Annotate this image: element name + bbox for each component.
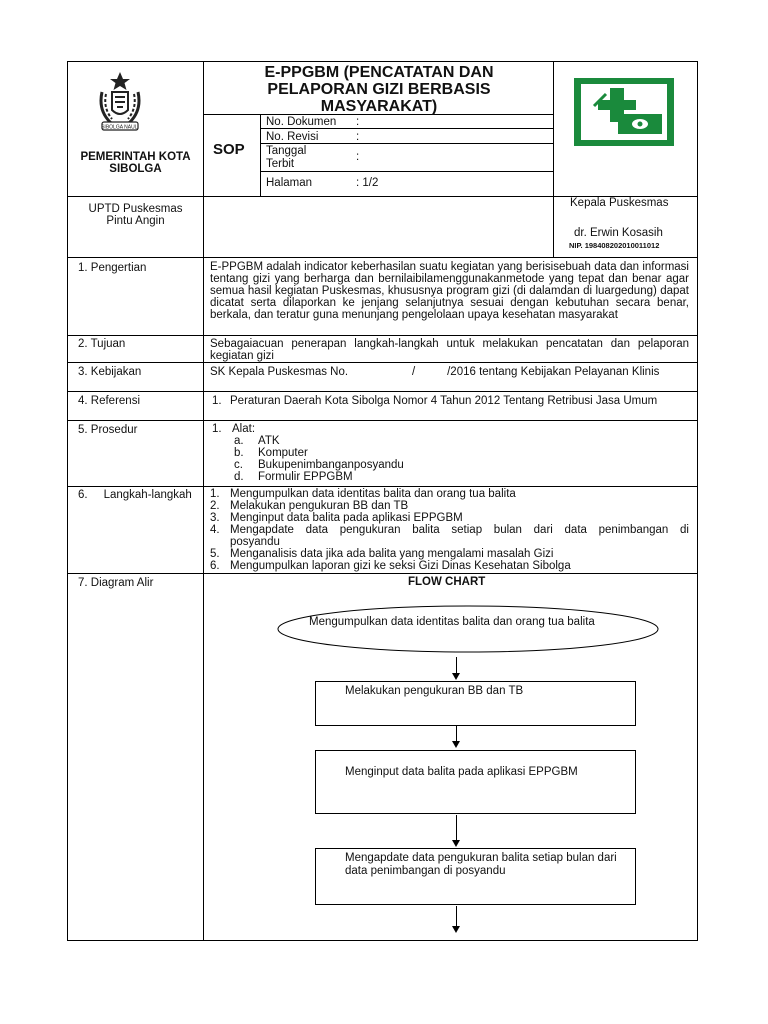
list-item bbox=[210, 524, 689, 536]
item-text: Komputer bbox=[258, 447, 308, 459]
item-num: d. bbox=[234, 471, 244, 483]
text-kebijakan: SK Kepala Puskesmas No. / /2016 tentang Kebijakan Pelayanan Klinis bbox=[210, 366, 660, 378]
list-item bbox=[212, 459, 682, 471]
item-text: Menginput data balita pada aplikasi EPPGBM bbox=[230, 512, 463, 524]
title-line-1: E-PPGBM (PENCATATAN DAN bbox=[264, 64, 494, 81]
org-name-line-2: SIBOLGA bbox=[109, 163, 162, 175]
referensi-num: 1. bbox=[212, 395, 222, 407]
flow-box-3 bbox=[315, 750, 636, 814]
label-kebijakan: 3. Kebijakan bbox=[78, 366, 142, 378]
flow-arrow-head bbox=[452, 673, 460, 680]
item-num: b. bbox=[234, 447, 244, 459]
text-referensi: Peraturan Daerah Kota Sibolga Nomor 4 Tahun 2012 Tentang Retribusi Jasa Umum bbox=[230, 395, 658, 407]
list-item bbox=[212, 435, 682, 447]
flow-arrow bbox=[456, 815, 457, 841]
flow-step-3: Menginput data balita pada aplikasi EPPGBM bbox=[345, 766, 578, 778]
title-line-2: PELAPORAN GIZI BERBASIS bbox=[267, 81, 491, 98]
sibolga-seal-logo bbox=[88, 70, 152, 134]
label-referensi: 4. Referensi bbox=[78, 395, 141, 407]
meta-value-tanggal: : bbox=[356, 151, 360, 163]
prosedur-head: Alat: bbox=[232, 423, 256, 435]
item-num: 4. bbox=[210, 524, 220, 536]
label-prosedur: 5. Prosedur bbox=[78, 424, 138, 436]
meta-value-halaman: : 1/2 bbox=[356, 177, 379, 189]
meta-value-no-dokumen: : bbox=[356, 116, 360, 128]
item-text: Bukupenimbanganposyandu bbox=[258, 459, 404, 471]
list-item bbox=[210, 512, 689, 524]
label-pengertian: 1. Pengertian bbox=[78, 262, 147, 274]
flow-arrow bbox=[456, 726, 457, 742]
item-text: Mengumpulkan laporan gizi ke seksi Gizi Dinas Kesehatan Sibolga bbox=[230, 560, 571, 572]
list-item bbox=[210, 500, 689, 512]
flow-step-4: Mengapdate data pengukuran balita setiap bulan dari data penimbangan di posyandu bbox=[345, 852, 617, 877]
item-text: ATK bbox=[258, 435, 280, 447]
item-text: Mengumpulkan data identitas balita dan orang tua balita bbox=[230, 488, 516, 500]
list-item bbox=[210, 488, 689, 500]
title-line-3: MASYARAKAT) bbox=[320, 98, 438, 115]
flow-arrow bbox=[456, 657, 457, 673]
flow-arrow bbox=[456, 906, 457, 927]
flow-step-2: Melakukan pengukuran BB dan TB bbox=[345, 685, 524, 697]
text-tujuan: Sebagaiacuan penerapan langkah-langkah untuk melakukan pencatatan dan pelaporan kegiatan gizi bbox=[210, 338, 689, 362]
item-num: a. bbox=[234, 435, 244, 447]
list-item bbox=[212, 423, 682, 435]
meta-label-no-dokumen: No. Dokumen bbox=[266, 116, 337, 128]
puskesmas-logo bbox=[572, 76, 676, 148]
org-name-line-1: PEMERINTAH KOTA bbox=[80, 151, 191, 163]
text-pengertian: E-PPGBM adalah indicator keberhasilan suatu kegiatan yang berisisebuah data dan informasi tentang gizi yang berharga dan bernilaibilamenggunakanmetode yang tepat dan benar agar semua hasil kegiatan Puskesmas, khususnya program gizi (di dalamdan di luargedung) dapat dicatat serta dilaporkan ke jenjang selanjutnya sesuai dengan kebutuhan secara benar, berkala, dan teratur guna menunjang pengelolaan upaya kesehatan masyarakat bbox=[210, 261, 689, 321]
item-num: c. bbox=[234, 459, 243, 471]
flow-arrow-head bbox=[452, 741, 460, 748]
list-item bbox=[212, 447, 682, 459]
uptd-line-2: Pintu Angin bbox=[106, 215, 165, 227]
label-tujuan: 2. Tujuan bbox=[78, 338, 126, 350]
seal-text: SIBOLGA NAULI bbox=[101, 124, 139, 131]
document-title bbox=[205, 64, 553, 115]
list-item bbox=[210, 536, 689, 548]
label-diagram: 7. Diagram Alir bbox=[78, 577, 154, 589]
item-num: 6. bbox=[210, 560, 220, 572]
list-item bbox=[210, 560, 689, 572]
item-text: Formulir EPPGBM bbox=[258, 471, 353, 483]
meta-value-no-revisi: : bbox=[356, 131, 360, 143]
langkah-list bbox=[210, 488, 689, 572]
flow-arrow-head bbox=[452, 926, 460, 933]
prosedur-list bbox=[212, 423, 682, 483]
list-item bbox=[212, 471, 682, 483]
item-text: Menganalisis data jika ada balita yang mengalami masalah Gizi bbox=[230, 548, 554, 560]
list-item bbox=[210, 548, 689, 560]
item-text: Melakukan pengukuran BB dan TB bbox=[230, 500, 409, 512]
sop-label: SOP bbox=[213, 141, 245, 158]
meta-label-tanggal: Tanggal bbox=[266, 145, 307, 157]
prosedur-head-num: 1. bbox=[212, 423, 222, 435]
label-langkah: 6. Langkah-langkah bbox=[78, 489, 192, 501]
kepala-name: dr. Erwin Kosasih bbox=[574, 227, 663, 239]
kepala-nip: NIP. 198408202010011012 bbox=[569, 241, 660, 250]
flow-start-ellipse bbox=[276, 604, 660, 654]
org-name bbox=[68, 151, 203, 175]
item-text-cont: posyandu bbox=[230, 536, 280, 548]
meta-label-terbit: Terbit bbox=[266, 158, 295, 170]
item-text: Mengapdate data pengukuran balita setiap bulan dari data penimbangan di bbox=[230, 524, 689, 536]
meta-label-no-revisi: No. Revisi bbox=[266, 131, 319, 143]
kepala-title: Kepala Puskesmas bbox=[570, 197, 669, 209]
item-num: 3. bbox=[210, 512, 220, 524]
item-num: 5. bbox=[210, 548, 220, 560]
item-num: 2. bbox=[210, 500, 220, 512]
meta-label-halaman: Halaman bbox=[266, 177, 313, 189]
item-num: 1. bbox=[210, 488, 220, 500]
uptd-line-1: UPTD Puskesmas bbox=[88, 203, 183, 215]
flowchart-title: FLOW CHART bbox=[408, 576, 486, 588]
flow-arrow-head bbox=[452, 840, 460, 847]
uptd-name bbox=[68, 203, 203, 227]
flow-step-1: Mengumpulkan data identitas balita dan orang tua balita bbox=[309, 616, 595, 628]
